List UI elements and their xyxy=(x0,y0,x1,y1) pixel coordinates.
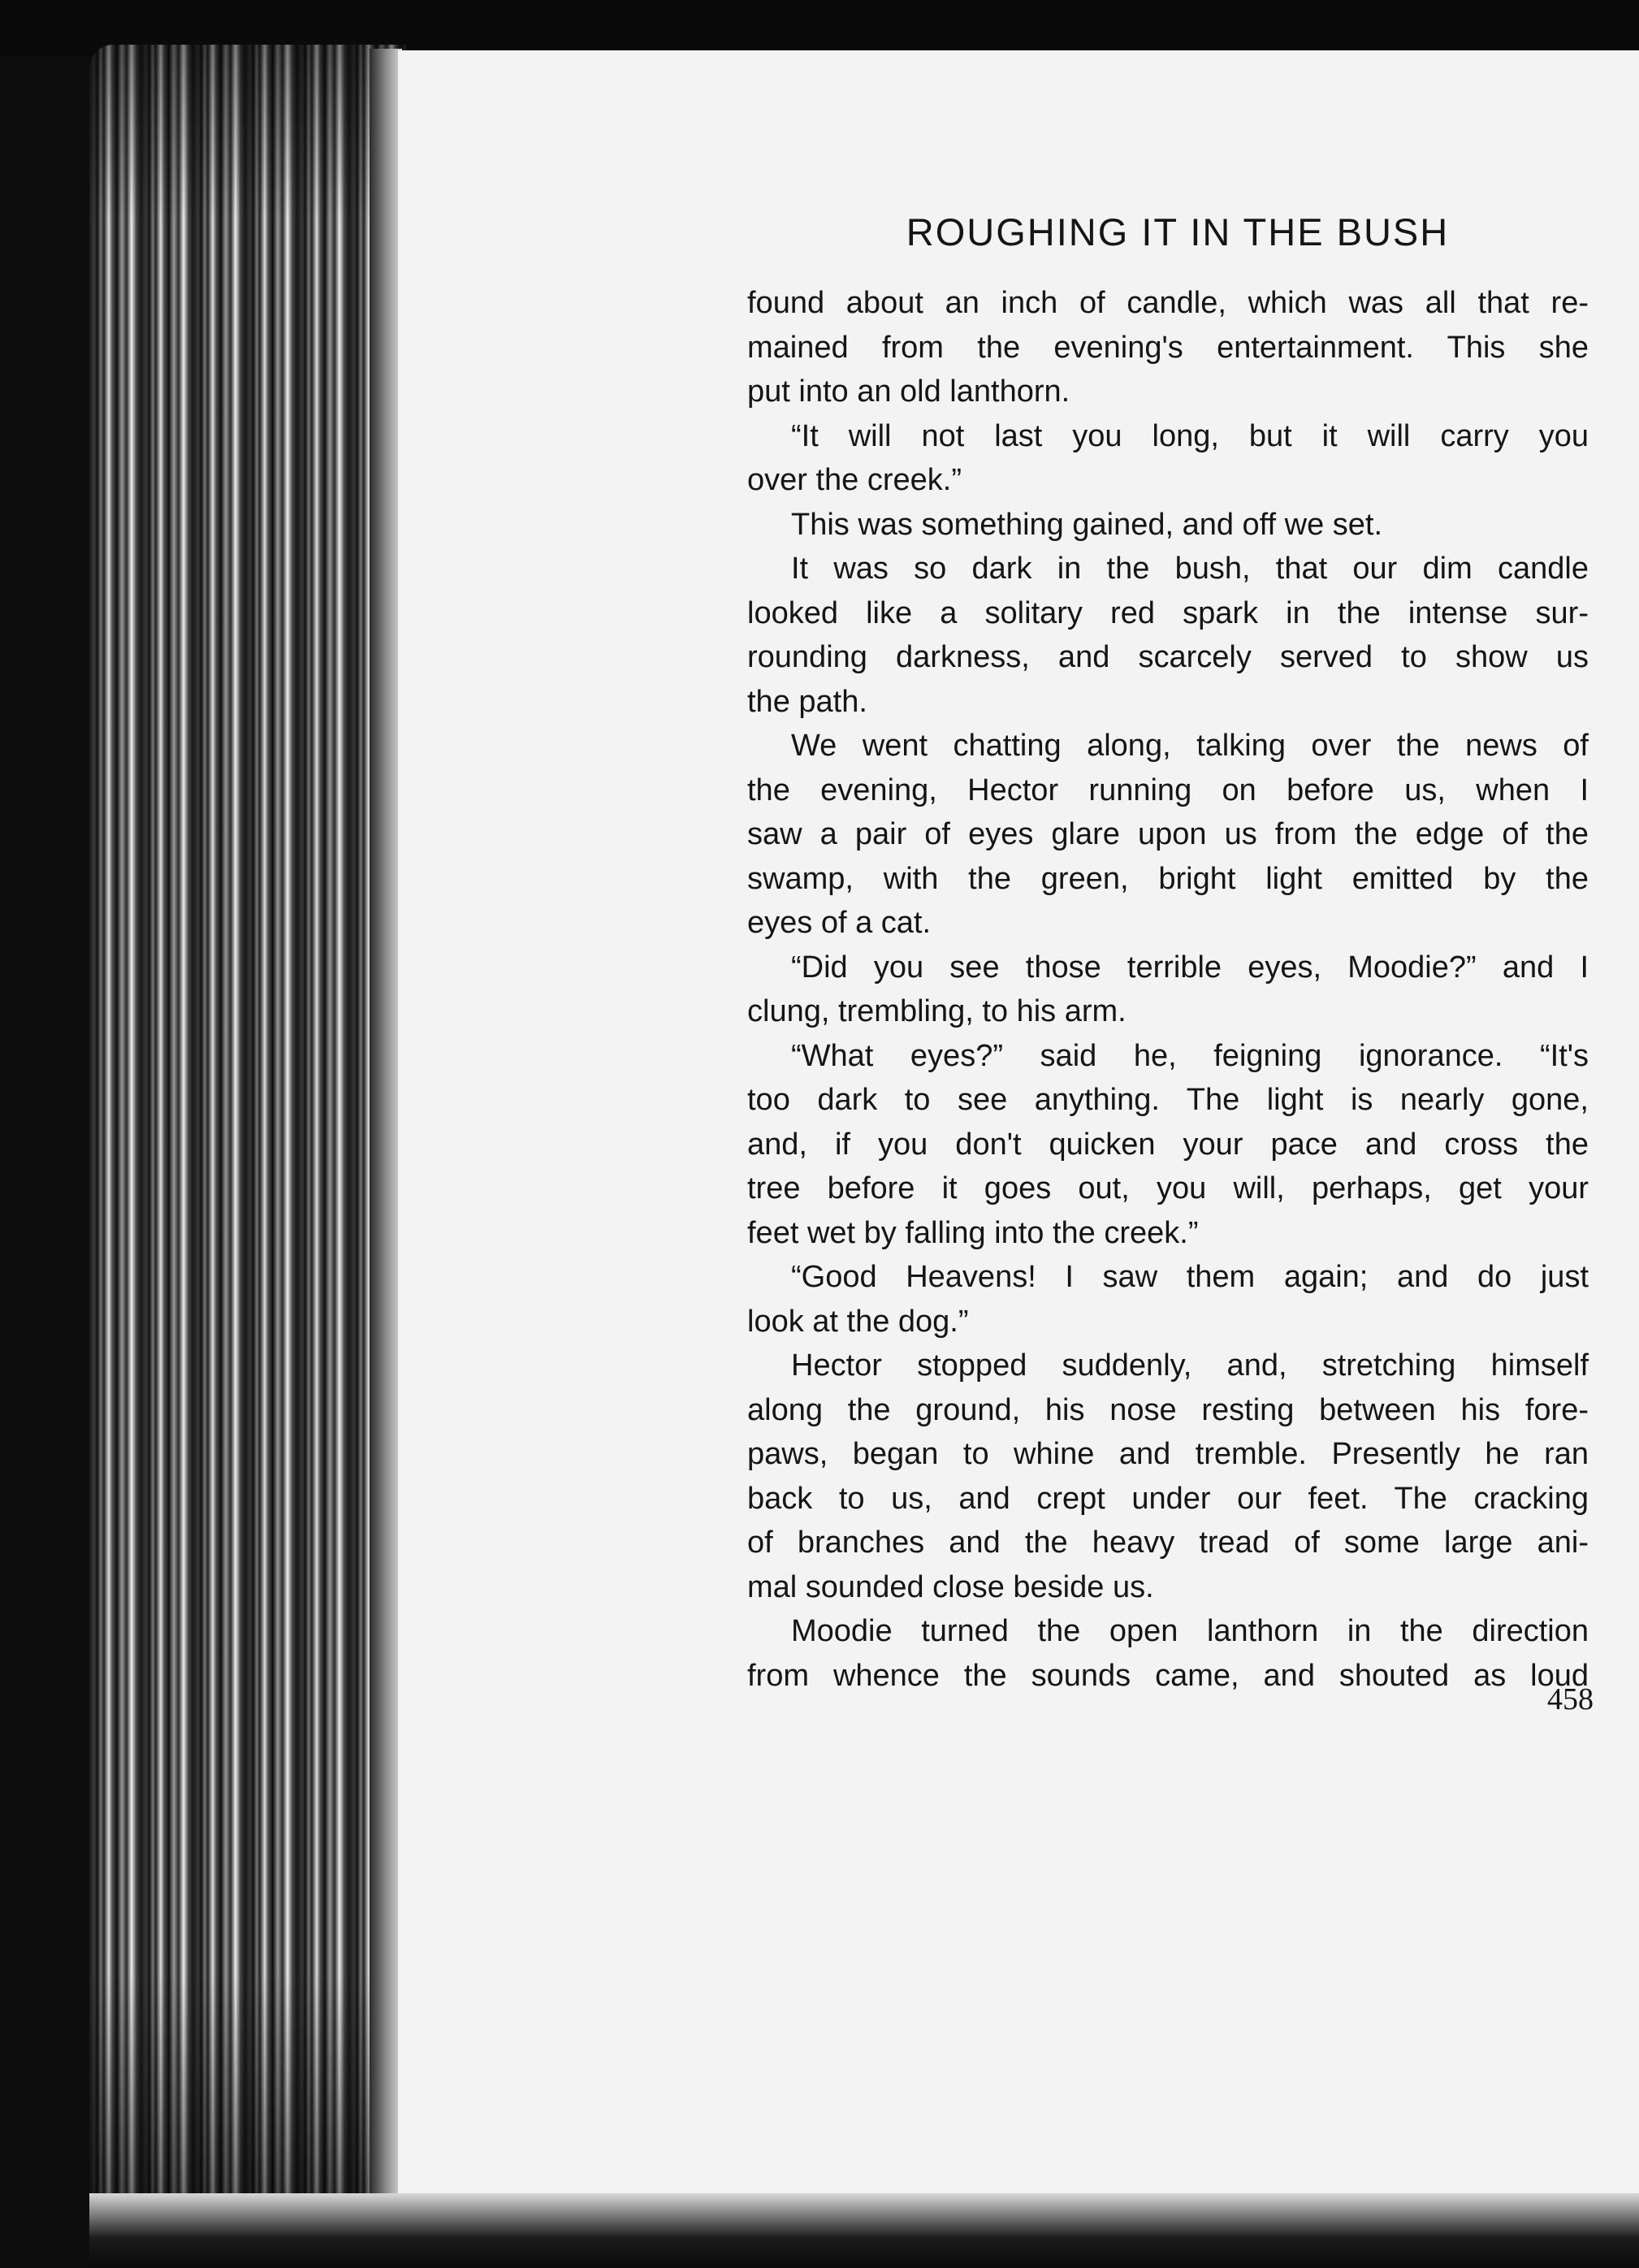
text-line: put into an old lanthorn. xyxy=(747,374,1070,409)
text-line: found about an inch of candle, which was all that re- xyxy=(747,286,1589,320)
text-line: look at the dog.” xyxy=(747,1304,969,1339)
text-line: rounding darkness, and scarcely served to show us xyxy=(747,640,1589,674)
text-line: eyes of a cat. xyxy=(747,906,932,940)
text-line: too dark to see anything. The light is nearly gone, xyxy=(747,1083,1589,1117)
text-line: back to us, and crept under our feet. The cracking xyxy=(747,1481,1589,1516)
text-line: Moodie turned the open lanthorn in the direction xyxy=(791,1614,1589,1648)
book-page-edges-shadow xyxy=(89,45,406,2238)
text-line: along the ground, his nose resting between his fore- xyxy=(747,1392,1589,1427)
text-line: saw a pair of eyes glare upon us from the edge of the xyxy=(747,817,1589,851)
text-line: “Did you see those terrible eyes, Moodie?” and I xyxy=(791,950,1589,985)
text-line: “It will not last you long, but it will carry you xyxy=(791,418,1589,453)
text-line: over the creek.” xyxy=(747,463,962,497)
body-text xyxy=(747,281,1589,1698)
text-line: paws, began to whine and tremble. Presently he ran xyxy=(747,1437,1589,1471)
text-line: clung, trembling, to his arm. xyxy=(747,994,1127,1028)
page-number: 458 xyxy=(1547,1682,1594,1716)
text-line: and, if you don't quicken your pace and cross the xyxy=(747,1127,1589,1162)
text-line: tree before it goes out, you will, perhaps, get your xyxy=(747,1171,1589,1205)
book-bottom-edge xyxy=(89,2193,1639,2268)
running-head: ROUGHING IT IN THE BUSH xyxy=(906,210,1450,253)
text-line: mal sounded close beside us. xyxy=(747,1569,1154,1604)
text-line: This was something gained, and off we set. xyxy=(791,507,1383,542)
text-line: of branches and the heavy tread of some large ani- xyxy=(747,1526,1589,1560)
text-line: looked like a solitary red spark in the intense sur- xyxy=(747,595,1589,630)
text-line: “What eyes?” said he, feigning ignorance. “It's xyxy=(791,1038,1589,1073)
text-line: the evening, Hector running on before us, when I xyxy=(747,773,1589,807)
text-line: the path. xyxy=(747,684,867,719)
text-line: It was so dark in the bush, that our dim candle xyxy=(791,552,1589,586)
text-line: from whence the sounds came, and shouted as loud xyxy=(747,1658,1589,1693)
text-line: swamp, with the green, bright light emitted by the xyxy=(747,861,1589,896)
text-line: “Good Heavens! I saw them again; and do just xyxy=(791,1260,1589,1294)
text-line: mained from the evening's entertainment. This she xyxy=(747,330,1589,365)
binding-gutter xyxy=(370,49,402,2234)
text-line: feet wet by falling into the creek.” xyxy=(747,1215,1199,1250)
text-line: We went chatting along, talking over the news of xyxy=(791,729,1589,763)
text-line: Hector stopped suddenly, and, stretching himself xyxy=(791,1348,1589,1383)
